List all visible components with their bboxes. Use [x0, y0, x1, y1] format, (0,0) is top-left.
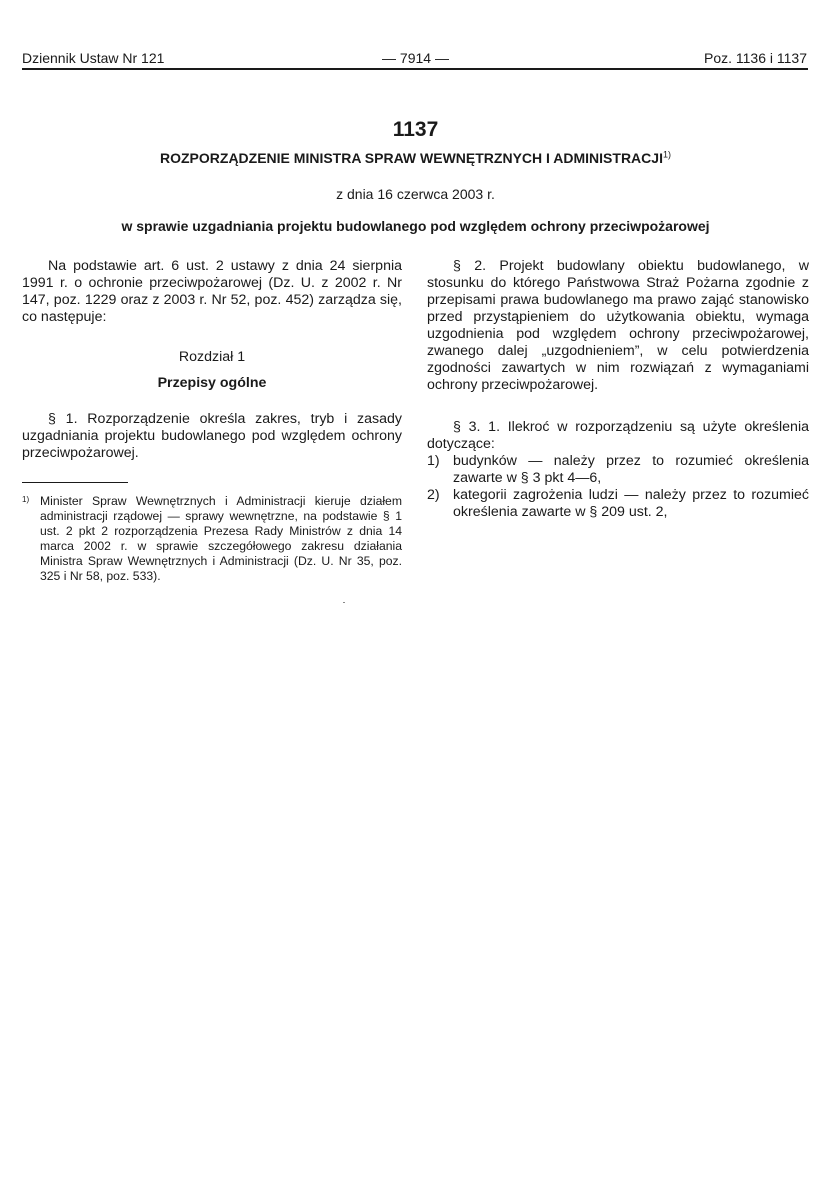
paragraph-3-intro: § 3. 1. Ilekroć w rozporządzeniu są użyte określenia dotyczące: [427, 419, 809, 452]
scan-speck [343, 602, 345, 603]
list-item-text: budynków — należy przez to rozumieć określenia zawarte w § 3 pkt 4—6, [453, 453, 809, 486]
document-subject: w sprawie uzgadniania projektu budowlanego pod względem ochrony przeciwpożarowej [121, 218, 710, 234]
list-item [427, 453, 809, 487]
document-date: z dnia 16 czerwca 2003 r. [336, 186, 495, 202]
list-item [427, 487, 809, 521]
chapter-title: Przepisy ogólne [157, 375, 267, 391]
journal-name: Dziennik Ustaw Nr 121 [22, 50, 165, 66]
list-item-number: 1) [427, 453, 440, 469]
footnote-text: Minister Spraw Wewnętrznych i Administracji kieruje działem administracji rządowej — sprawy wewnętrzne, na podstawie § 1 ust. 2 pkt 2 rozporządzenia Prezesa Rady Ministrów z dnia 14 marca 2002 r. w sprawie szczegółowego zakresu działania Ministra Spraw Wewnętrznych i Administracji (Dz. U. Nr 35, poz. 325 i Nr 58, poz. 533). [40, 494, 402, 583]
right-column [427, 258, 809, 521]
paragraph-1: § 1. Rozporządzenie określa zakres, tryb i zasady uzgadniania projektu budowlanego pod względem ochrony przeciwpożarowej. [22, 411, 402, 461]
document-title [0, 150, 831, 167]
document-title-text: ROZPORZĄDZENIE MINISTRA SPRAW WEWNĘTRZNYCH I ADMINISTRACJI [160, 150, 663, 166]
position-ref: Poz. 1136 i 1137 [703, 50, 807, 66]
document-number: 1137 [392, 118, 439, 141]
chapter-label: Rozdział 1 [178, 349, 246, 365]
list-item-text: kategorii zagrożenia ludzi — należy przez to rozumieć określenia zawarte w § 209 ust. 2, [453, 487, 809, 520]
left-column [22, 258, 402, 584]
footnote [22, 494, 402, 584]
footnote-ref: 1) [662, 149, 671, 160]
list-item-number: 2) [427, 487, 440, 503]
header-rule [22, 68, 808, 70]
paragraph-2: § 2. Projekt budowlany obiektu budowlanego, w stosunku do którego Państwowa Straż Pożarna zgodnie z przepisami prawa budowlanego ma prawo zająć stanowisko przed przystąpieniem do użytkowania obiektu, wymaga uzgodnienia pod względem ochrony przeciwpożarowej, zwanego dalej „uzgodnieniem”, w celu potwierdzenia zgodności zawartych w nim rozwiązań z wymaganiami ochrony przeciwpożarowej. [427, 258, 809, 393]
page-number: — 7914 — [382, 50, 449, 66]
footnote-mark: 1) [22, 495, 30, 504]
preamble: Na podstawie art. 6 ust. 2 ustawy z dnia 24 sierpnia 1991 r. o ochronie przeciwpożarowej (Dz. U. z 2002 r. Nr 147, poz. 1229 oraz z 2003 r. Nr 52, poz. 452) zarządza się, co następuje: [22, 258, 402, 325]
footnote-rule [22, 482, 128, 483]
